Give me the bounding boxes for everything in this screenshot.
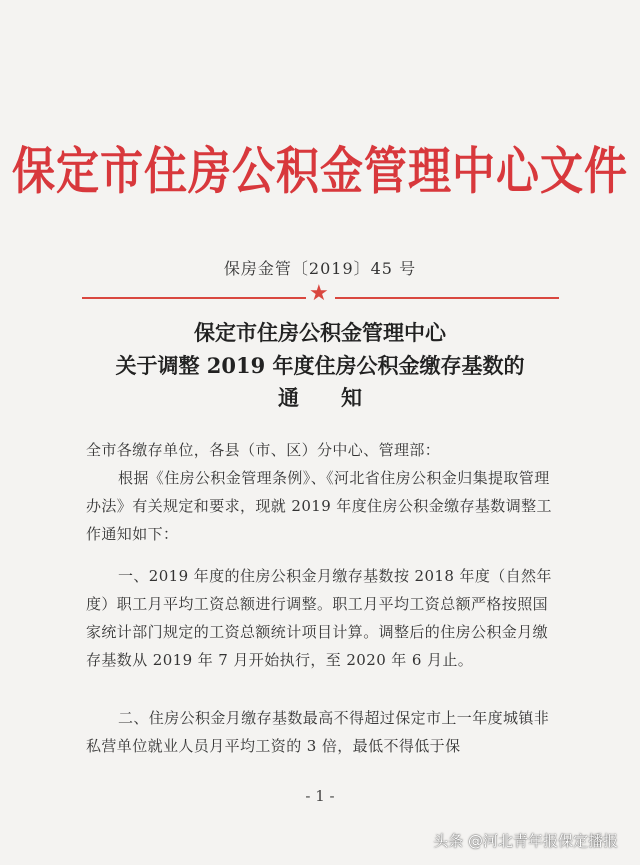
star-icon: ★: [309, 281, 329, 306]
red-divider-right: [335, 297, 559, 299]
paragraph-intro: 根据《住房公积金管理条例》、《河北省住房公积金归集提取管理办法》有关规定和要求，现就 2019 年度住房公积金缴存基数调整工作通知如下：: [86, 469, 552, 543]
notice-title-line-1: 保定市住房公积金管理中心: [194, 320, 446, 345]
red-divider-left: [82, 297, 306, 299]
salutation: 全市各缴存单位，各县（市、区）分中心、管理部：: [86, 441, 441, 459]
notice-title-line-2: 关于调整 2019 年度住房公积金缴存基数的: [115, 353, 525, 378]
masthead-title: 保定市住房公积金管理中心文件: [12, 142, 628, 202]
paragraph-item-2: 二、住房公积金月缴存基数最高不得超过保定市上一年度城镇非私营单位就业人员月平均工资的 3 倍，最低不得低于保: [86, 709, 550, 755]
page-number: - 1 -: [305, 787, 335, 805]
watermark-label: 头条 @河北青年报保定播报: [433, 832, 618, 850]
paragraph-item-1: 一、2019 年度的住房公积金月缴存基数按 2018 年度（自然年度）职工月平均工资总额进行调整。职工月平均工资总额严格按照国家统计部门规定的工资总额统计项目计算。调整后的住房公积金月缴存基数从 2019 年 7 月开始执行，至 2020 年 6 月止。: [86, 567, 552, 669]
notice-title-line-3: 通 知: [278, 385, 362, 410]
document-number: 保房金管〔2019〕45 号: [223, 259, 417, 278]
